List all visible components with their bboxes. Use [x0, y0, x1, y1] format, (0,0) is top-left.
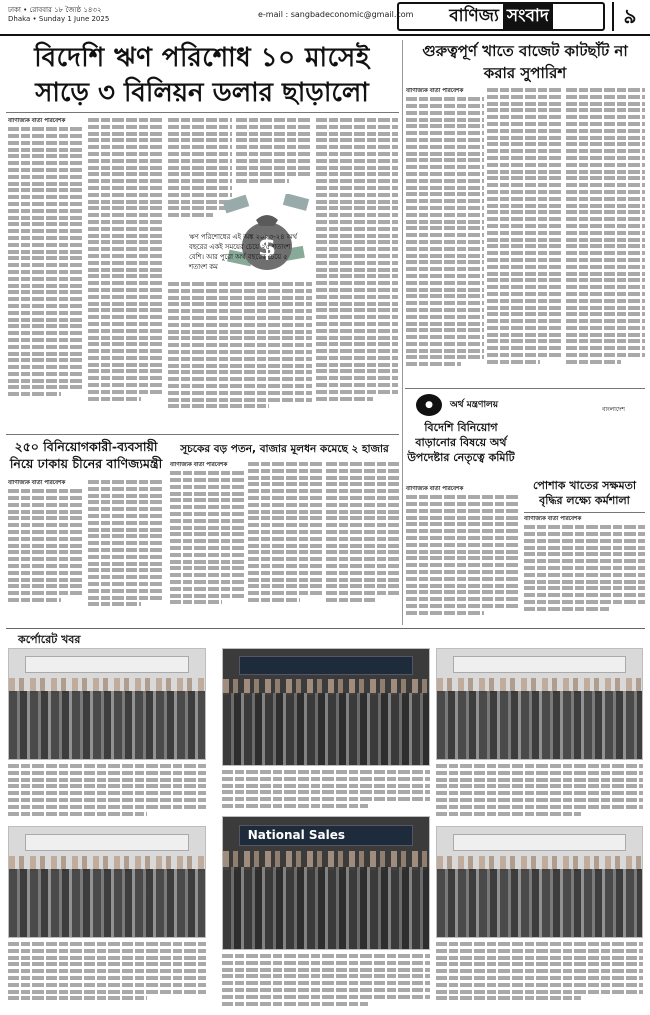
date-line [8, 6, 109, 24]
lead-pull-quote: ঋণ পরিশোধের এই অঙ্ক ২০২৩-২৪ অর্থ বছরের একই সময়ের চেয়ে ২৫ শতাংশ বেশি। আর পুরো অর্থ বছরের চেয়ে ৫ শতাংশ কম [189, 233, 297, 271]
garments-story-col [524, 516, 645, 624]
corporate-photo-6[interactable] [436, 826, 643, 938]
lead-headline[interactable] [6, 40, 398, 110]
lead-story-col-1 [8, 118, 84, 426]
china-minister-headline[interactable]: ২৫০ বিনিয়োগকারী-ব্যবসায়ী নিয়ে ঢাকায় চীনের বাণিজ্যমন্ত্রী [9, 439, 163, 471]
corporate-photo-4[interactable] [8, 826, 206, 938]
rule-garments [524, 512, 645, 513]
china-story-col-1 [8, 480, 84, 622]
lead-story-col-2 [88, 118, 164, 426]
index-story-col-2 [248, 462, 322, 622]
ministry-label: অর্থ মন্ত্রণালয় [450, 400, 499, 410]
lead-story-col-6 [168, 282, 312, 426]
budget-story-col-2 [487, 88, 563, 386]
corporate-section-rule [6, 628, 645, 642]
corporate-caption-6 [436, 942, 643, 1010]
budget-story-col-3 [566, 88, 645, 386]
date-bengali: ঢাকা • রোববার ১৮ জ্যৈষ্ঠ ১৪৩২ [8, 6, 102, 14]
china-byline: বাণিজ্যিক বার্তা পরিবেশক [8, 480, 66, 486]
garments-byline: বাণিজ্যিক বার্তা পরিবেশক [524, 516, 582, 522]
investment-committee-headline[interactable]: বিদেশি বিনিয়োগ বাড়ানোর বিষয়ে অর্থ উপদেষ্টার নেতৃত্বে কমিটি [407, 421, 515, 464]
index-story-col-3 [326, 462, 399, 622]
rule-mid-left [6, 434, 399, 435]
masthead [0, 0, 650, 36]
lead-story-col-5 [316, 118, 398, 426]
date-english: Dhaka • Sunday 1 June 2025 [8, 15, 110, 23]
newspaper-logo [397, 2, 605, 31]
budget-story-col-1 [406, 88, 484, 386]
lead-headline-line1: বিদেশি ঋণ পরিশোধ ১০ মাসেই [34, 43, 370, 73]
finance-ministry-logo [416, 394, 644, 416]
corporate-section-title: কর্পোরেট খবর [14, 631, 84, 650]
rule-under-lead [6, 112, 399, 113]
corporate-photo-3[interactable] [436, 648, 643, 760]
market-index-headline[interactable]: সূচকের বড় পতন, বাজার মূলধন কমেছে ২ হাজার [180, 443, 389, 455]
budget-headline[interactable]: গুরুত্বপূর্ণ খাতে বাজেট কাটছাঁট না করার সুপারিশ [422, 42, 628, 82]
corporate-caption-4 [8, 942, 206, 1010]
investment-story-col [406, 486, 518, 624]
corporate-photo-2[interactable] [222, 648, 430, 766]
budget-byline: বাণিজ্যিক বার্তা পরিবেশক [406, 88, 464, 94]
corporate-caption-2 [222, 770, 430, 812]
corporate-photo-5[interactable] [222, 816, 430, 950]
index-story-col-1 [170, 462, 244, 622]
column-rule [402, 40, 403, 625]
event-banner-text: National Sales [247, 827, 346, 842]
lead-story-col-4 [236, 118, 312, 192]
corporate-caption-1 [8, 764, 206, 822]
corporate-caption-5 [222, 954, 430, 1010]
corporate-caption-3 [436, 764, 643, 822]
corporate-photo-1[interactable] [8, 648, 206, 760]
svg-text:$: $ [257, 233, 277, 263]
logo-part-banijjo: বাণিজ্য [449, 5, 499, 26]
page-number: ৯ [612, 2, 646, 31]
rule-mid-right [405, 388, 645, 389]
garments-workshop-headline[interactable]: পোশাক খাতের সক্ষমতা বৃদ্ধির লক্ষ্যে কর্মশালা [532, 479, 637, 507]
lead-byline: বাণিজ্যিক বার্তা পরিবেশক [8, 118, 66, 124]
ministry-country: বাংলাদেশ [602, 406, 625, 413]
contact-email[interactable]: e-mail : sangbadeconomic@gmail.com [258, 10, 414, 19]
ministry-emblem-icon: ● [416, 394, 442, 416]
logo-part-sangbad: সংবাদ [503, 3, 553, 31]
index-byline: বাণিজ্যিক বার্তা পরিবেশক [170, 462, 228, 468]
investment-byline: বাণিজ্যিক বার্তা পরিবেশক [406, 486, 464, 492]
lead-headline-line2: সাড়ে ৩ বিলিয়ন ডলার ছাড়ালো [35, 78, 369, 108]
china-story-col-2 [88, 480, 164, 622]
